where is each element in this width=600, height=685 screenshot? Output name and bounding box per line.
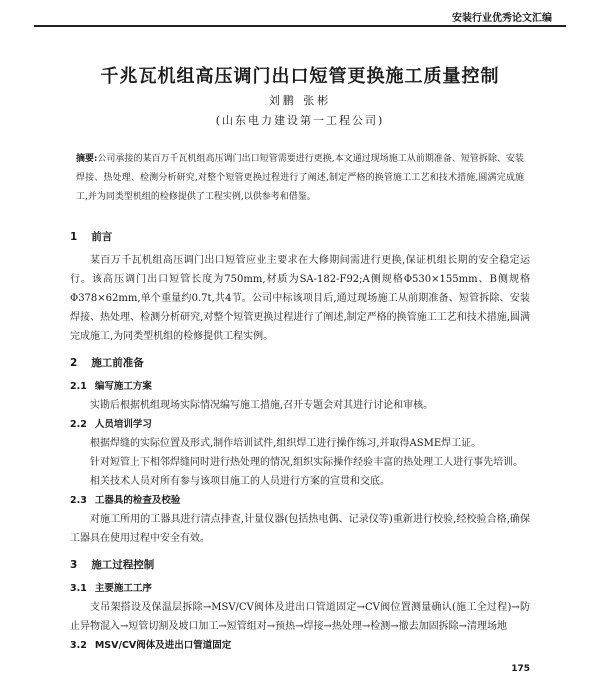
affiliation: (山东电力建设第一工程公司) xyxy=(215,114,385,127)
section-1-heading xyxy=(70,228,530,247)
abstract-text: 公司承接的某百万千瓦机组高压调门出口短管需要进行更换,本文通过现场施工从前期准备、短管拆除、安装焊接、热处理、检测分析研究,对整个短管更换过程进行了阐述,制定严格的换管施工工艺和技术措施,圆满完成施工,并为同类型机组的检修提供了工程实例,以供参考和借鉴。 xyxy=(76,154,524,202)
subsection-number: 3.2 xyxy=(70,640,87,651)
paper-body xyxy=(70,228,530,655)
authors: 刘鹏 张彬 xyxy=(268,94,332,107)
header-divider xyxy=(34,25,566,27)
section-3-heading xyxy=(70,556,530,575)
journal-header: 安装行业优秀论文汇编 xyxy=(452,13,552,24)
subsection-3-1-heading xyxy=(70,579,530,598)
subsection-2-1-heading xyxy=(70,377,530,396)
section-2-heading xyxy=(70,354,530,373)
page-number: 175 xyxy=(511,664,530,674)
section-title: 施工前准备 xyxy=(91,357,144,369)
subsection-title: 编写施工方案 xyxy=(94,381,152,392)
subsection-number: 3.1 xyxy=(70,583,87,594)
paragraph: 根据焊缝的实际位置及形式,制作培训试件,组织焊工进行操作练习,并取得ASME焊工证。 xyxy=(90,438,482,449)
paragraph: 支吊架搭设及保温层拆除→MSV/CV阀体及进出口管道固定→CV阀位置测量确认(施工全过程)→防止异物混入→短管切割及坡口加工→短管组对→预热→焊接→热处理→检测→撤去加固拆除→清理场地 xyxy=(70,602,530,632)
subsection-3-2-heading xyxy=(70,636,530,655)
subsection-title: 人员培训学习 xyxy=(94,419,152,430)
subsection-number: 2.3 xyxy=(70,495,87,506)
paragraph: 实勘后根据机组现场实际情况编写施工措施,召开专题会对其进行讨论和审核。 xyxy=(90,400,434,411)
subsection-2-3-heading xyxy=(70,491,530,510)
subsection-title: 工器具的检查及校验 xyxy=(94,495,181,506)
section-number: 2 xyxy=(70,357,78,369)
paragraph: 对施工所用的工器具进行清点排查,计量仪器(包括热电偶、记录仪等)重新进行校验,经校验合格,确保工器具在使用过程中安全有效。 xyxy=(70,514,530,544)
paragraph: 某百万千瓦机组高压调门出口短管应业主要求在大修期间需进行更换,保证机组长期的安全稳定运行。该高压调门出口短管长度为750mm,材质为SA-182-F92;A侧规格Φ530×155mm、B侧规格Φ378×62mm,单个重量约0.7t,共4节。公司中标该项目后,通过现场施工从前期准备、短管拆除、安装焊接、热处理、检测分析研究,对整个短管更换过程进行了阐述,制定严格的换管施工工艺和技术措施,圆满完成施工,为同类型机组的检修提供工程实例。 xyxy=(70,255,530,342)
subsection-title: 主要施工工序 xyxy=(94,583,152,594)
section-number: 3 xyxy=(70,559,78,571)
paragraph: 针对短管上下相邻焊缝同时进行热处理的情况,组织实际操作经验丰富的热处理工人进行事先培训。 xyxy=(90,457,524,468)
subsection-number: 2.2 xyxy=(70,419,87,430)
subsection-2-2-heading xyxy=(70,415,530,434)
abstract-label: 摘要: xyxy=(76,154,98,164)
abstract xyxy=(76,150,524,207)
section-title: 施工过程控制 xyxy=(91,559,155,571)
paragraph: 相关技术人员对所有参与该项目施工的人员进行方案的宣贯和交底。 xyxy=(90,476,390,487)
paper-title: 千兆瓦机组高压调门出口短管更换施工质量控制 xyxy=(100,66,500,87)
section-number: 1 xyxy=(70,231,78,243)
subsection-number: 2.1 xyxy=(70,381,87,392)
section-title: 前言 xyxy=(91,231,113,243)
subsection-title: MSV/CV阀体及进出口管道固定 xyxy=(94,640,232,651)
